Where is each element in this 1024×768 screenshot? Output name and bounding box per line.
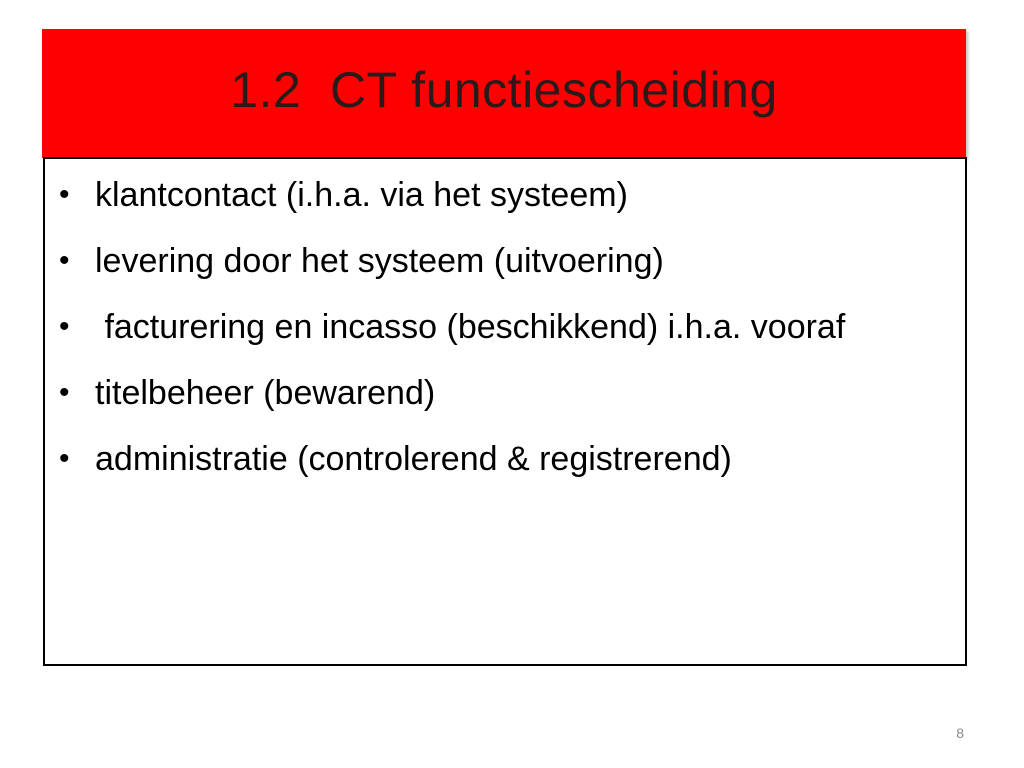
bullet-icon: • <box>59 376 70 409</box>
slide-title: 1.2 CT functiescheiding <box>230 61 778 118</box>
bullet-icon: • <box>59 244 70 277</box>
list-item <box>59 437 925 481</box>
list-item-text: levering door het systeem (uitvoering) <box>95 242 664 280</box>
bullet-icon: • <box>59 178 70 211</box>
bullet-icon: • <box>59 442 70 475</box>
list-item <box>59 305 925 349</box>
slide-number: 8 <box>956 725 964 741</box>
list-item-text: facturering en incasso (beschikkend) i.h.a. vooraf <box>95 308 846 346</box>
title-bar <box>42 29 966 158</box>
bullet-list <box>45 159 965 481</box>
list-item <box>59 239 925 283</box>
content-box <box>43 157 967 666</box>
list-item <box>59 173 925 217</box>
bullet-icon: • <box>59 310 70 343</box>
list-item-text: klantcontact (i.h.a. via het systeem) <box>95 176 628 214</box>
list-item-text: administratie (controlerend & registrerend) <box>95 440 732 478</box>
list-item <box>59 371 925 415</box>
list-item-text: titelbeheer (bewarend) <box>95 374 436 412</box>
